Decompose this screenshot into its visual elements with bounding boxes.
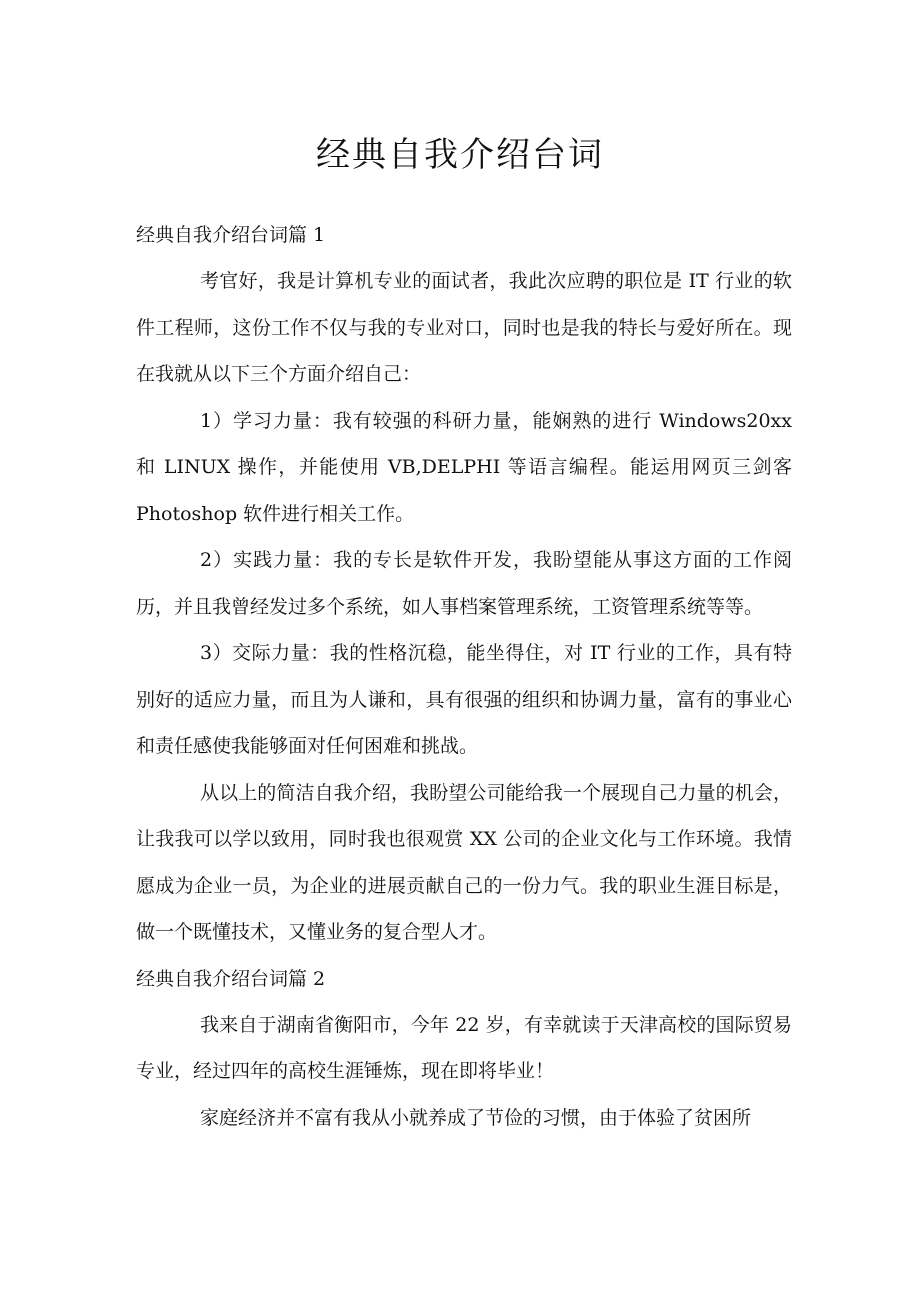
section-2 — [136, 956, 792, 1142]
section-1 — [136, 212, 792, 956]
paragraph: 家庭经济并不富有我从小就养成了节俭的习惯，由于体验了贫困所 — [200, 1106, 752, 1129]
paragraph: 2）实践力量：我的专长是软件开发，我盼望能从事这方面的工作阅历，并且我曾经发过多个系统，如人事档案管理系统，工资管理系统等等。 — [136, 549, 792, 618]
paragraph: 1）学习力量：我有较强的科研力量，能娴熟的进行 Windows20xx 和 LINUX 操作，并能使用 VB,DELPHI 等语言编程。能运用网页三剑客 Photoshop 软件进行相关工作。 — [136, 409, 792, 525]
paragraph: 考官好，我是计算机专业的面试者，我此次应聘的职位是 IT 行业的软件工程师，这份工作不仅与我的专业对口，同时也是我的特长与爱好所在。现在我就从以下三个方面介绍自己： — [136, 270, 792, 385]
paragraph: 我来自于湖南省衡阳市，今年 22 岁，有幸就读于天津高校的国际贸易专业，经过四年的高校生涯锤炼，现在即将毕业！ — [136, 1013, 792, 1082]
section-heading: 经典自我介绍台词篇 2 — [136, 967, 326, 990]
paragraph: 从以上的简洁自我介绍，我盼望公司能给我一个展现自己力量的机会，让我我可以学以致用，同时我也很观赏 XX 公司的企业文化与工作环境。我情愿成为企业一员，为企业的进展贡献自己的一份力气。我的职业生涯目标是，做一个既懂技术，又懂业务的复合型人才。 — [136, 781, 792, 943]
paragraph: 3）交际力量：我的性格沉稳，能坐得住，对 IT 行业的工作，具有特别好的适应力量，而且为人谦和，具有很强的组织和协调力量，富有的事业心和责任感使我能够面对任何困难和挑战。 — [136, 642, 792, 757]
document-body — [136, 212, 792, 1141]
section-heading: 经典自我介绍台词篇 1 — [136, 224, 326, 246]
document-title: 经典自我介绍台词 — [316, 135, 604, 175]
